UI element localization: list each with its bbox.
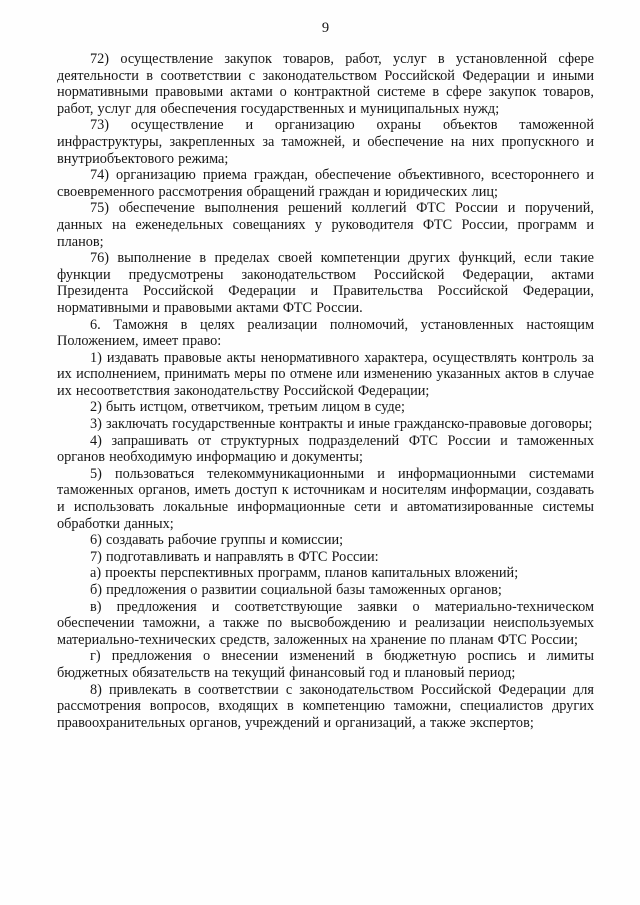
paragraph-item-75: 75) обеспечение выполнения решений коллегий ФТС России и поручений, данных на еженедельных совещаниях у руководителя ФТС России, программ и планов;	[57, 200, 594, 250]
paragraph-subitem-5: 5) пользоваться телекоммуникационными и информационными системами таможенных органов, иметь доступ к источникам и носителям информации, создавать и использовать локальные информационные сети и автоматизированные системы обработки данных;	[57, 465, 594, 532]
paragraph-subitem-2: 2) быть истцом, ответчиком, третьим лицом в суде;	[90, 399, 405, 416]
paragraph-subitem-8: 8) привлекать в соответствии с законодательством Российской Федерации для рассмотрения вопросов, входящих в компетенцию таможни, специалистов других правоохранительных органов, учреждений и организаций, а также экспертов;	[57, 681, 594, 731]
paragraph-letter-b: б) предложения о развитии социальной базы таможенных органов;	[90, 582, 502, 598]
paragraph-subitem-4: 4) запрашивать от структурных подразделений ФТС России и таможенных органов необходимую информацию и документы;	[57, 432, 594, 466]
paragraph-letter-g: г) предложения о внесении изменений в бюджетную роспись и лимиты бюджетных обязательств на текущий финансовый год и плановый период;	[57, 648, 594, 681]
paragraph-subitem-3: 3) заключать государственные контракты и иные гражданско-правовые договоры;	[90, 416, 593, 433]
document-body	[57, 51, 594, 731]
paragraph-item-72: 72) осуществление закупок товаров, работ, услуг в установленной сфере деятельности в соответствии с законодательством Российской Федерации и иными нормативными правовыми актами о контрактной системе в сфере закупок товаров, работ, услуг для обеспечения государственных и муниципальных нужд;	[57, 51, 594, 117]
paragraph-item-74: 74) организацию приема граждан, обеспечение объективного, всестороннего и своевременного рассмотрения обращений граждан и юридических лиц;	[57, 167, 594, 200]
paragraph-subitem-6: 6) создавать рабочие группы и комиссии;	[90, 532, 344, 549]
paragraph-item-76: 76) выполнение в пределах своей компетенции других функций, если такие функции предусмотрены законодательством Российской Федерации, актами Президента Российской Федерации и Правительства Российской Федерации, нормативными и правовыми актами ФТС России.	[57, 250, 594, 316]
paragraph-item-73: 73) осуществление и организацию охраны объектов таможенной инфраструктуры, закрепленных за таможней, и обеспечение на них пропускного и внутриобъектового режима;	[57, 117, 594, 167]
page-number: 9	[321, 20, 330, 36]
paragraph-clause-6: 6. Таможня в целях реализации полномочий, установленных настоящим Положением, имеет право:	[57, 316, 594, 350]
paragraph-letter-v: в) предложения и соответствующие заявки о материально-техническом обеспечении таможни, а также по высвобождению и реализации неиспользуемых материально-технических средств, заложенных на хранение по планам ФТС России;	[57, 598, 594, 648]
paragraph-letter-a: а) проекты перспективных программ, планов капитальных вложений;	[90, 565, 519, 582]
paragraph-subitem-7: 7) подготавливать и направлять в ФТС России:	[90, 548, 379, 565]
paragraph-subitem-1: 1) издавать правовые акты ненормативного характера, осуществлять контроль за их исполнением, принимать меры по отмене или изменению указанных актов в случае их несоответствия законодательству Российской Федерации;	[57, 349, 594, 399]
